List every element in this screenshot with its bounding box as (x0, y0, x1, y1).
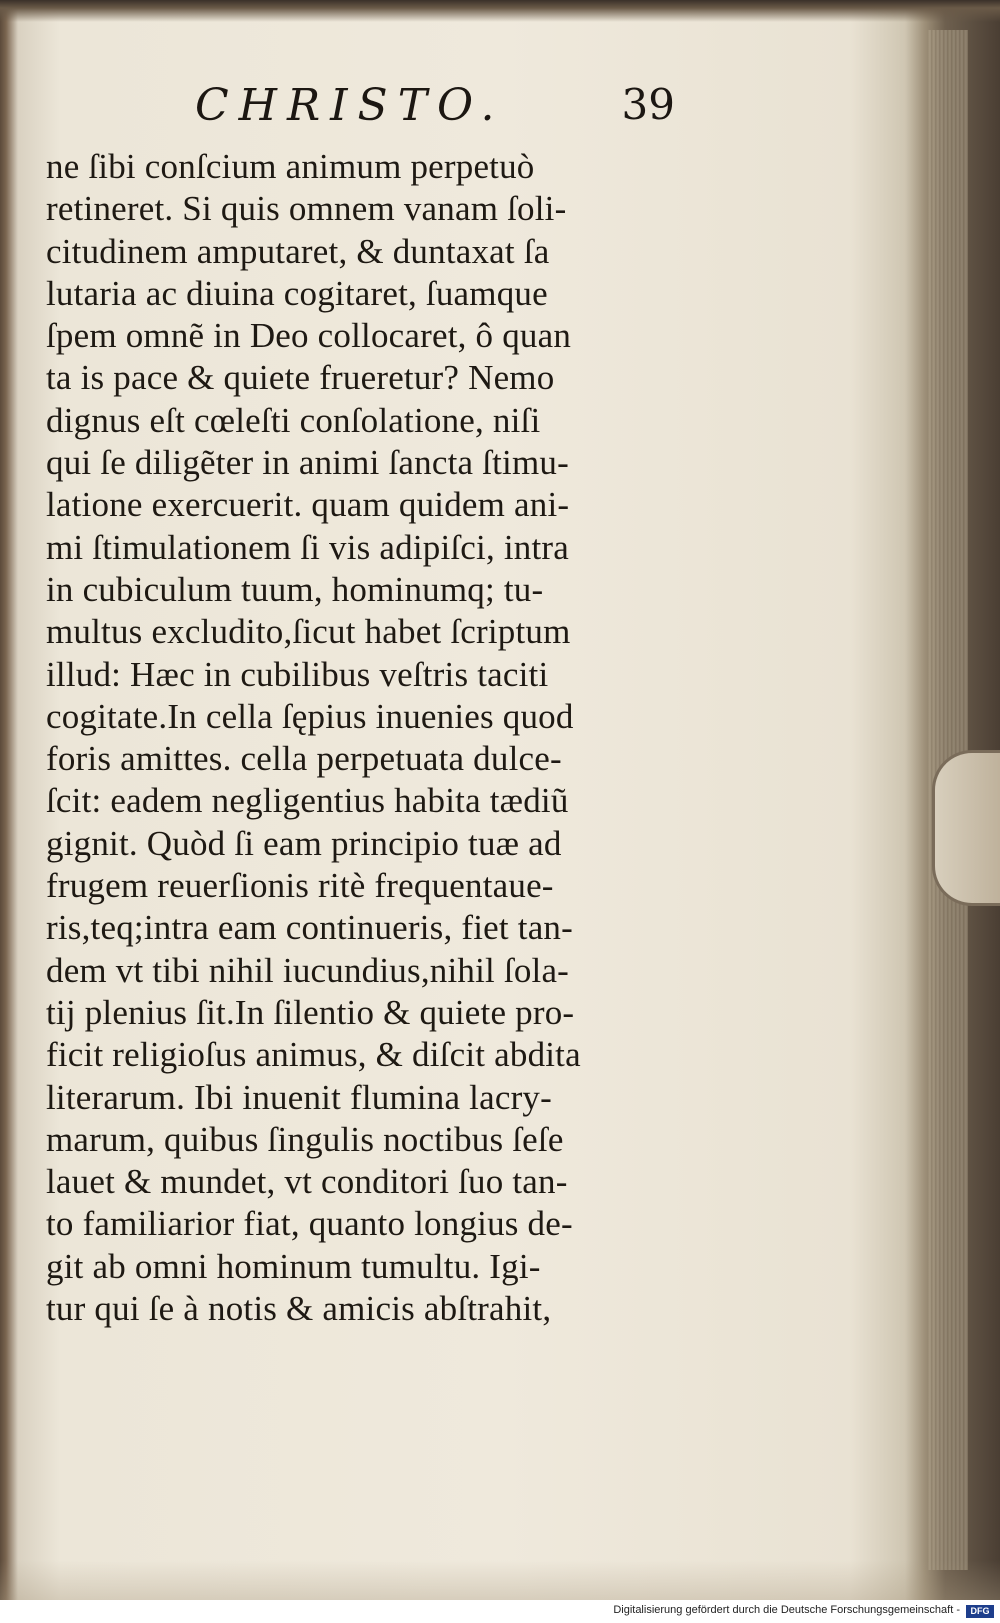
text-line: ne ſibi conſcium animum perpetuò (46, 147, 535, 186)
text-line: multus excludito,ſicut habet ſcriptum (46, 612, 571, 652)
text-line: lutaria ac diuina cogitaret, ſuamque (46, 273, 548, 313)
text-line: to familiarior fiat, quanto longius de- (46, 1204, 573, 1244)
text-line: frugem reuerſionis ritè frequentaue- (46, 866, 554, 906)
book-clasp (932, 750, 1000, 906)
text-line: ta is pace & quiete frueretur? Nemo (46, 358, 555, 398)
text-line: git ab omni hominum tumultu. Igi- (46, 1246, 541, 1286)
text-line: literarum. Ibi inuenit flumina lacry- (46, 1077, 552, 1117)
text-line: marum, quibus ſingulis noctibus ſeſe (46, 1119, 564, 1159)
text-line: foris amittes. cella perpetuata dulce- (46, 739, 562, 779)
text-line: gignit. Quòd ſi eam principio tuæ ad (46, 823, 562, 863)
funding-credit: Digitalisierung gefördert durch die Deutsche Forschungsgemeinschaft - (613, 1604, 960, 1616)
text-line: dem vt tibi nihil iucundius,nihil ſola- (46, 950, 570, 990)
page-header (195, 80, 675, 140)
text-line: in cubiculum tuum, hominumq; tu- (46, 569, 544, 609)
dfg-logo-icon: DFG (966, 1605, 994, 1618)
text-line: dignus eſt cœleſti conſolatione, niſi (46, 400, 541, 440)
bottom-shadow (0, 1560, 1000, 1600)
digitization-footer (0, 1600, 1000, 1623)
running-head: CHRISTO. (195, 80, 505, 131)
text-line: tur qui ſe à notis & amicis abſtrahit, (46, 1289, 552, 1329)
top-shadow (0, 0, 1000, 22)
text-line: qui ſe diligẽter in animi ſancta ſtimu- (46, 443, 569, 483)
text-line: ris,teq;intra eam continueris, fiet tan- (46, 908, 573, 948)
text-line: ſpem omnẽ in Deo collocaret, ô quan (46, 316, 572, 356)
page-number: 39 (621, 80, 675, 129)
body-text (46, 146, 686, 1330)
text-line: retineret. Si quis omnem vanam ſoli- (46, 189, 567, 229)
text-line: illud: Hæc in cubilibus veſtris taciti (46, 654, 549, 694)
text-line: ficit religioſus animus, & diſcit abdita (46, 1035, 581, 1075)
text-line: latione exercuerit. quam quidem ani- (46, 485, 570, 525)
text-line: ſcit: eadem negligentius habita tædiũ (46, 781, 569, 821)
text-line: tij plenius ſit.In ſilentio & quiete pro- (46, 992, 575, 1032)
text-line: lauet & mundet, vt conditori ſuo tan- (46, 1162, 568, 1202)
text-line: mi ſtimulationem ſi vis adipiſci, intra (46, 527, 570, 567)
text-line: cogitate.In cella ſępius inuenies quod (46, 696, 574, 736)
text-line: citudinem amputaret, & duntaxat ſa (46, 231, 550, 271)
